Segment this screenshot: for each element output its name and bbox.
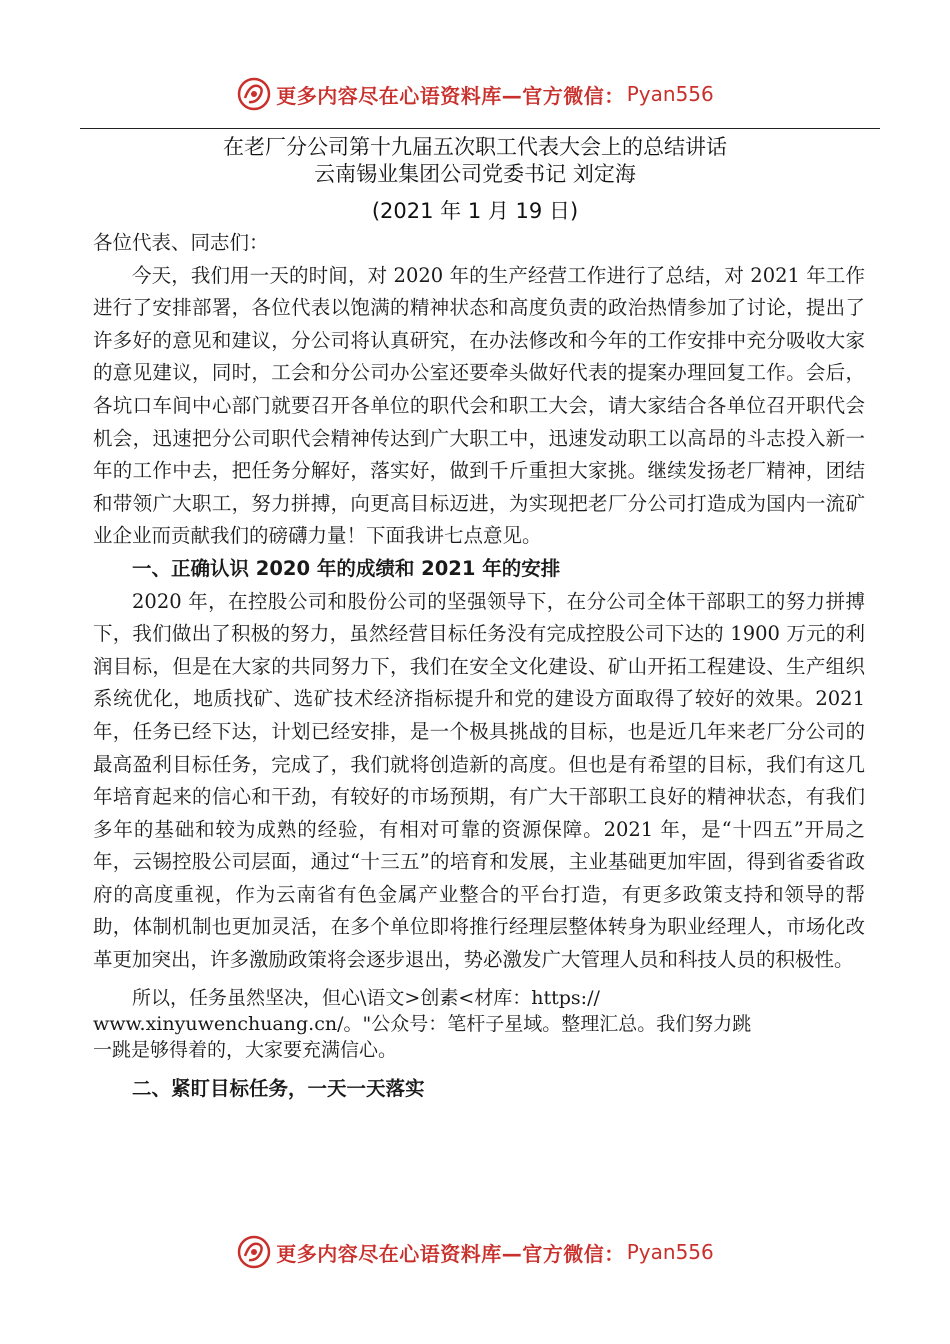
paragraph-3 xyxy=(93,985,865,1063)
paragraph-2: 2020 年，在控股公司和股份公司的坚强领导下，在分公司全体干部职工的努力拼搏下，我们做出了积极的努力，虽然经营目标任务没有完成控股公司下达的 1900 万元的利润目标，但是在大家的共同努力下，我们在安全文化建设、矿山开拓工程建设、生产组织系统优化，地质找矿、选矿技术经济指标提升和党的建设方面取得了较好的效果。2021 年，任务已经下达，计划已经安排，是一个极具挑战的目标，也是近几年来老厂分公司的最高盈利目标任务，完成了，我们就将创造新的高度。但也是有希望的目标，我们有这几年培育起来的信心和干劲，有较好的市场预期，有广大干部职工良好的精神状态，有我们多年的基础和较为成熟的经验，有相对可靠的资源保障。2021 年，是“十四五”开局之年，云锡控股公司层面，通过“十三五”的培育和发展，主业基础更加牢固，得到省委省政府的高度重视，作为云南省有色金属产业整合的平台打造，有更多政策支持和领导的帮助，体制机制也更加灵活，在多个单位即将推行经理层整体转身为职业经理人，市场化改革更加突出，许多激励政策将会逐步退出，势必激发广大管理人员和科技人员的积极性。 xyxy=(93,589,865,972)
top-banner xyxy=(0,72,950,116)
paragraph-3-line-1: 所以，任务虽然坚决，但心\语文>创素<材库：https:// xyxy=(132,986,600,1009)
header-divider xyxy=(80,128,880,129)
document-author: 云南锡业集团公司党委书记 刘定海 xyxy=(314,162,636,186)
document-date: (2021 年 1 月 19 日) xyxy=(371,199,579,223)
wechat-id: Pyan556 xyxy=(626,82,714,106)
paragraph-1: 今天，我们用一天的时间，对 2020 年的生产经营工作进行了总结，对 2021 年工作进行了安排部署，各位代表以饱满的精神状态和高度负责的政治热情参加了讨论，提出了许多好的意见和建议，分公司将认真研究，在办法修改和今年的工作安排中充分吸收大家的意见建议，同时，工会和分公司办公室还要牵头做好代表的提案办理回复工作。会后，各坑口车间中心部门就要召开各单位的职代会和职工大会，请大家结合各单位召开职代会机会，迅速把分公司职代会精神传达到广大职工中，迅速发动职工以高昂的斗志投入新一年的工作中去，把任务分解好，落实好，做到千斤重担大家挑。继续发扬老厂精神，团结和带领广大职工，努力拼搏，向更高目标迈进，为实现把老厂分公司打造成为国内一流矿业企业而贡献我们的磅礴力量！下面我讲七点意见。 xyxy=(93,263,865,548)
brand-logo-icon xyxy=(236,76,272,112)
paragraph-3-line-2: www.xinyuwenchuang.cn/。"公众号：笔杆子星域。整理汇总。我们努力跳 xyxy=(93,1012,752,1035)
brand-logo-icon xyxy=(236,1234,272,1270)
section-heading-1: 一、正确认识 2020 年的成绩和 2021 年的安排 xyxy=(132,556,561,580)
banner-text: 更多内容尽在心语资料库—官方微信： xyxy=(276,83,625,108)
section-heading-2: 二、紧盯目标任务，一天一天落实 xyxy=(132,1076,425,1100)
banner-text: 更多内容尽在心语资料库—官方微信： xyxy=(276,1241,625,1266)
document-body xyxy=(93,227,865,1105)
document-title: 在老厂分公司第十九届五次职工代表大会上的总结讲话 xyxy=(223,135,727,159)
paragraph-3-line-3: 一跳是够得着的，大家要充满信心。 xyxy=(93,1038,398,1061)
wechat-id: Pyan556 xyxy=(626,1240,714,1264)
bottom-banner xyxy=(0,1230,950,1274)
salutation: 各位代表、同志们： xyxy=(93,231,269,254)
